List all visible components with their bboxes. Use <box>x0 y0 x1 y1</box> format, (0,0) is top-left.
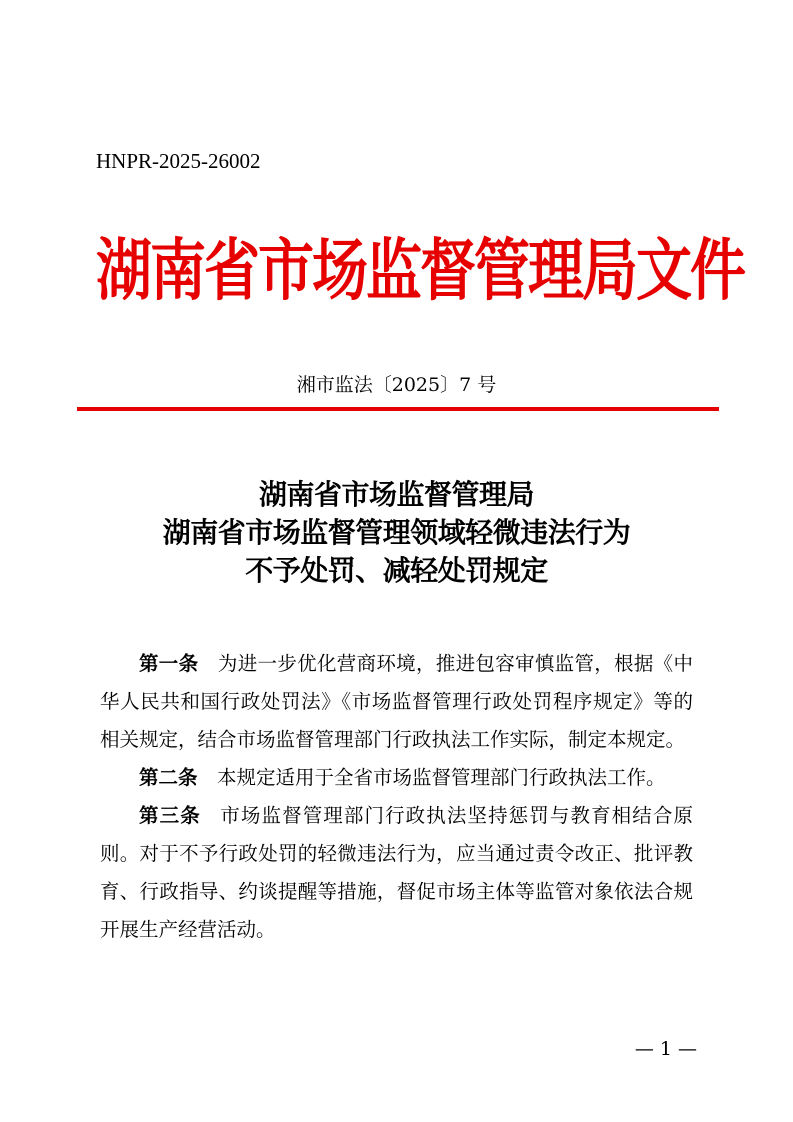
article-1-text: 为进一步优化营商环境，推进包容审慎监管，根据《中华人民共和国行政处罚法》《市场监督管理行政处罚程序规定》等的相关规定，结合市场监督管理部门行政执法工作实际，制定本规定。 <box>100 652 693 751</box>
article-2 <box>100 759 693 797</box>
article-1 <box>100 645 693 759</box>
article-3 <box>100 797 693 949</box>
article-2-label: 第二条 <box>139 766 198 789</box>
page-number: — 1 — <box>634 1038 697 1060</box>
article-3-label: 第三条 <box>139 804 201 827</box>
title-line-2: 湖南省市场监督管理领域轻微违法行为 <box>162 516 631 549</box>
title-line-3: 不予处罚、减轻处罚规定 <box>245 554 548 587</box>
document-title <box>0 476 793 590</box>
document-code: HNPR-2025-26002 <box>96 149 261 173</box>
article-2-text: 本规定适用于全省市场监督管理部门行政执法工作。 <box>217 766 666 789</box>
article-1-label: 第一条 <box>139 652 199 675</box>
document-body <box>100 645 693 949</box>
title-line-1: 湖南省市场监督管理局 <box>258 478 534 511</box>
article-3-text: 市场监督管理部门行政执法坚持惩罚与教育相结合原则。对于不予行政处罚的轻微违法行为，应当通过责令改正、批评教育、行政指导、约谈提醒等措施，督促市场主体等监管对象依法合规开展生产经营活动。 <box>100 804 693 941</box>
red-divider <box>77 407 719 411</box>
masthead-title: 湖南省市场监督管理局文件 <box>96 232 744 311</box>
document-number: 湘市监法〔2025〕7 号 <box>296 374 497 396</box>
